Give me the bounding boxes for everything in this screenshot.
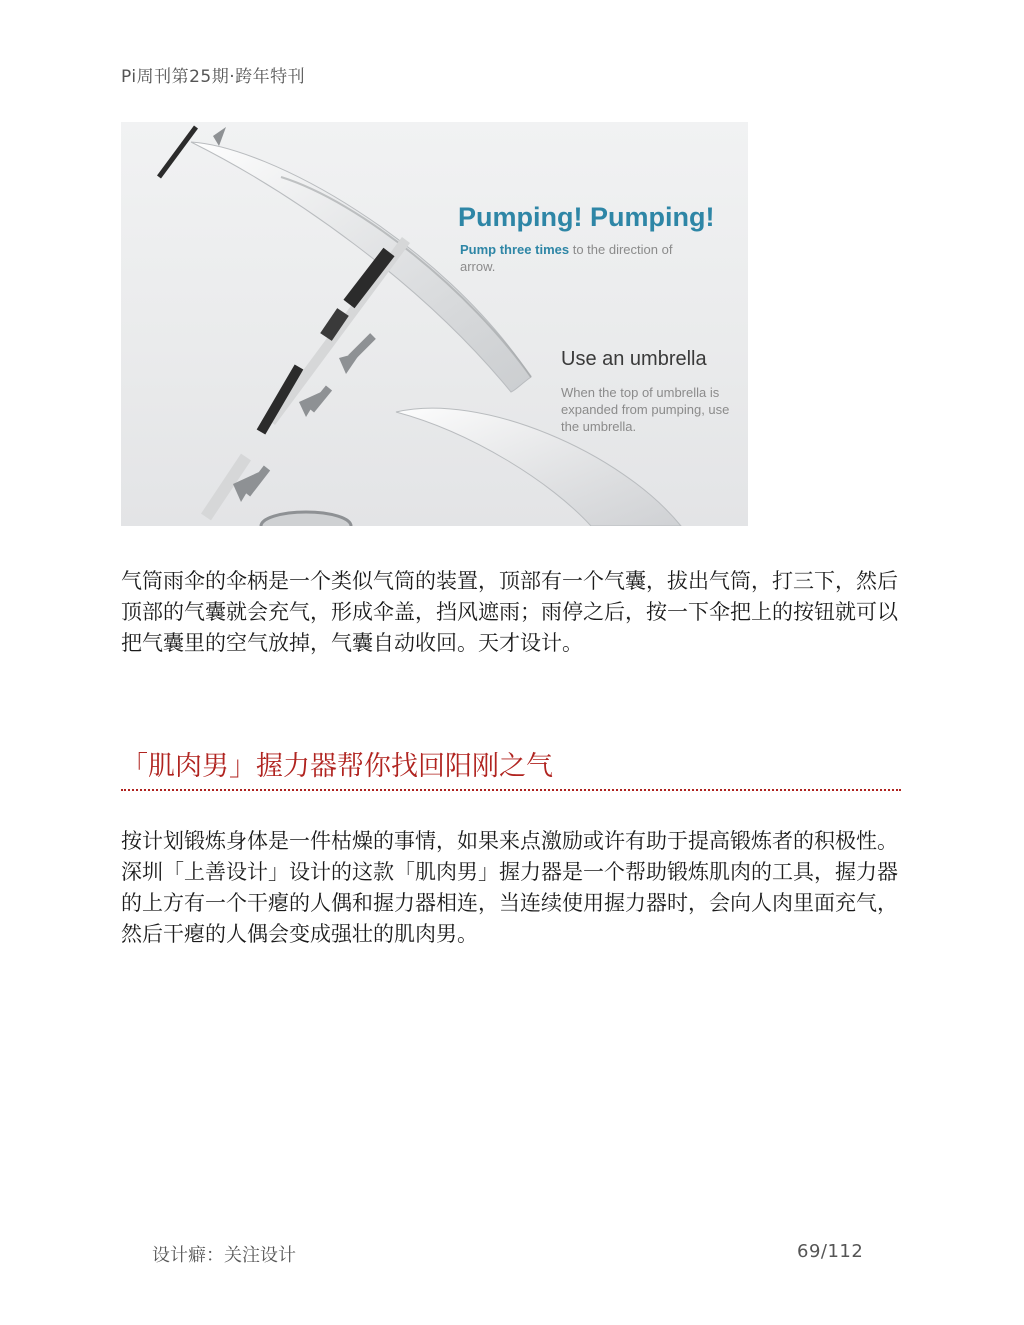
paragraph-grip-trainer: 按计划锻炼身体是一件枯燥的事情，如果来点激励或许有助于提高锻炼者的积极性。深圳「上善设计」设计的这款「肌肉男」握力器是一个帮助锻炼肌肉的工具，握力器的上方有一个干瘪的人偶和握力器相连，当连续使用握力器时，会向人肉里面充气，然后干瘪的人偶会变成强壮的肌肉男。 xyxy=(121,829,898,946)
figure-subtitle-emphasis: Pump three times xyxy=(460,242,570,257)
footer-left-text: 设计癖：关注设计 xyxy=(152,1245,296,1266)
figure-subtitle-rest: to the direction of arrow. xyxy=(460,242,673,274)
section-title: 「肌肉男」握力器帮你找回阳刚之气 xyxy=(121,751,553,782)
paragraph-umbrella: 气筒雨伞的伞柄是一个类似气筒的装置，顶部有一个气囊，拔出气筒，打三下，然后顶部的气囊就会充气，形成伞盖，挡风遮雨；雨停之后，按一下伞把上的按钮就可以把气囊里的空气放掉，气囊自动收回。天才设计。 xyxy=(121,569,898,655)
figure-subtitle xyxy=(460,241,690,275)
section-divider xyxy=(121,789,901,791)
figure-title-2: Use an umbrella xyxy=(561,348,707,370)
handle-top-fragment xyxy=(159,127,196,177)
pump-ring xyxy=(261,512,351,526)
running-header: Pi周刊第25期·跨年特刊 xyxy=(121,67,306,87)
umbrella-figure xyxy=(121,122,748,526)
umbrella-illustration xyxy=(121,122,748,526)
figure-title: Pumping! Pumping! xyxy=(458,202,715,232)
figure-subtitle-2: When the top of umbrella is expanded from pumping, use the umbrella. xyxy=(561,385,730,434)
page-number: 69/112 xyxy=(797,1241,864,1262)
arrow-down-top xyxy=(213,127,226,146)
